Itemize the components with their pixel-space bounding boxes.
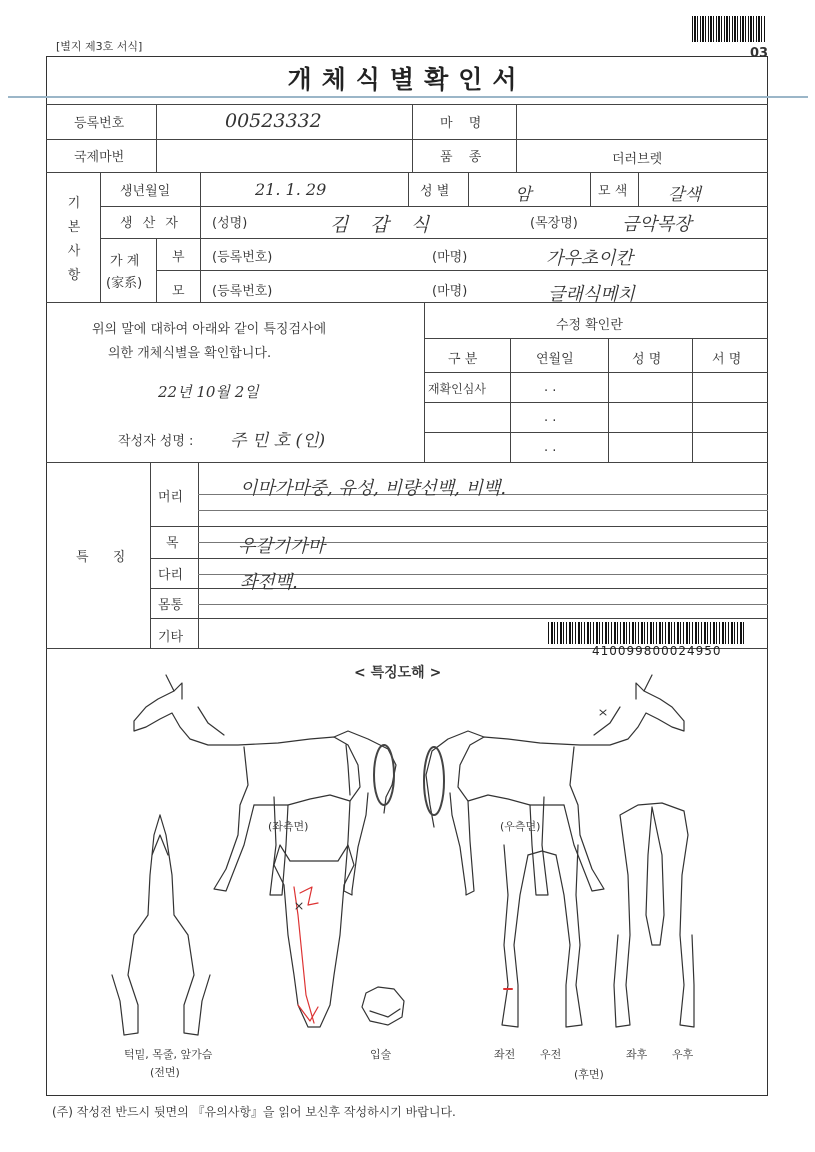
- body-label: 몸통: [158, 598, 184, 613]
- record-barcode: [548, 622, 744, 644]
- head-value: 이마가마중, 유성, 비량선백, 비백.: [240, 478, 507, 499]
- dam-label: 모: [172, 284, 185, 299]
- sire-name-label: (마명): [432, 250, 468, 265]
- front-view-caption: (전면): [150, 1066, 180, 1079]
- farm-value: 금악목장: [622, 214, 692, 235]
- grid-line: [424, 302, 425, 462]
- grid-line: [46, 172, 768, 173]
- writer-value: 주 민 호 (인): [230, 431, 326, 451]
- left-side-caption: (좌측면): [268, 820, 309, 833]
- grid-line: [516, 104, 517, 172]
- grid-line: [156, 238, 157, 302]
- writing-line: [198, 510, 768, 511]
- form-title: 개체식별확인서: [287, 65, 527, 94]
- intl-name-label: 국제마번: [74, 150, 125, 165]
- dob-label: 생년월일: [120, 184, 171, 199]
- grid-line: [692, 338, 693, 462]
- horse-name-label: 마 명: [440, 116, 488, 131]
- right-front-caption: 우전: [540, 1048, 562, 1061]
- grid-line: [46, 302, 768, 303]
- neck-label: 목: [166, 536, 179, 551]
- sire-reg-label: (등록번호): [212, 250, 273, 265]
- left-front-caption: 좌전: [494, 1048, 516, 1061]
- grid-line: [412, 104, 413, 172]
- grid-line: [46, 139, 768, 140]
- sire-label: 부: [172, 250, 185, 265]
- rear-view: [614, 803, 694, 1027]
- grid-line: [424, 338, 768, 339]
- head-front-view: [274, 845, 354, 1027]
- lips-caption: 입술: [370, 1048, 392, 1061]
- grid-line: [590, 172, 591, 206]
- leg-value: 좌전백.: [240, 572, 298, 593]
- writer-label: 작성자 성명 :: [118, 434, 194, 449]
- writing-line: [198, 604, 768, 605]
- date-dots: . .: [544, 410, 557, 425]
- front-legs-view: [502, 845, 582, 1027]
- producer-name-value: 김 갑 식: [330, 214, 438, 236]
- right-side-caption: (우측면): [500, 820, 541, 833]
- lips-view: [362, 987, 404, 1025]
- col-name: 성 명: [632, 352, 662, 367]
- footer-note: (주) 작성전 반드시 뒷면의 『유의사항』을 읽어 보신후 작성하시기 바랍니다.: [52, 1105, 456, 1119]
- features-section-label: 특 징: [76, 550, 136, 565]
- lineage-label: 가 계: [110, 254, 140, 269]
- sire-name-value: 가우초이칸: [546, 248, 633, 269]
- col-type: 구 분: [448, 352, 478, 367]
- rear-view-caption: (후면): [574, 1068, 604, 1081]
- color-value: 갈색: [668, 185, 701, 205]
- confirm-text-1: 위의 말에 대하여 아래와 같이 특징검사에: [92, 322, 327, 337]
- producer-name-label: (성명): [212, 216, 248, 231]
- farm-label: (목장명): [530, 216, 578, 231]
- date-dots: . .: [544, 440, 557, 455]
- reg-no-label: 등록번호: [74, 116, 125, 131]
- grid-line: [150, 618, 768, 619]
- etc-label: 기타: [158, 630, 184, 645]
- grid-line: [46, 104, 768, 105]
- head-label: 머리: [158, 490, 184, 505]
- confirm-text-2: 의한 개체식별을 확인합니다.: [108, 346, 272, 361]
- top-barcode: [692, 16, 766, 42]
- grid-line: [510, 338, 511, 462]
- right-side-horse: [424, 675, 684, 895]
- grid-line: [638, 172, 639, 206]
- breed-value: 더러브렛: [612, 152, 663, 167]
- col-date: 연월일: [536, 352, 574, 367]
- form-number-tag: [별지 제3호 서식]: [56, 40, 143, 53]
- grid-line: [46, 462, 768, 463]
- dob-value: 21. 1. 29: [255, 180, 327, 199]
- revise-title: 수정 확인란: [556, 318, 623, 333]
- grid-line: [198, 462, 199, 648]
- date-dots: . .: [544, 380, 557, 395]
- col-sign: 서 명: [712, 352, 742, 367]
- left-side-horse: [134, 675, 396, 895]
- diagram-title: < 특징도해 >: [354, 665, 442, 681]
- grid-line: [608, 338, 609, 462]
- lineage-hanja: (家系): [106, 276, 143, 291]
- sex-label: 성 별: [420, 184, 450, 199]
- color-label: 모 색: [598, 184, 628, 199]
- barcode-number: 410099800024950: [592, 644, 722, 658]
- grid-line: [424, 372, 768, 373]
- grid-line: [150, 462, 151, 648]
- grid-line: [156, 104, 157, 172]
- grid-line: [200, 172, 201, 302]
- dam-name-value: 글래식메치: [548, 284, 635, 305]
- grid-line: [424, 402, 768, 403]
- row-recheck-label: 재확인심사: [428, 382, 486, 396]
- right-rear-caption: 우후: [672, 1048, 694, 1061]
- grid-line: [150, 526, 768, 527]
- breed-label: 품 종: [440, 150, 488, 165]
- producer-label: 생 산 자: [120, 216, 181, 231]
- confirm-date: 22년 10월 2일: [158, 383, 259, 401]
- dam-reg-label: (등록번호): [212, 284, 273, 299]
- grid-line: [424, 432, 768, 433]
- horse-diagram: [48, 655, 764, 1085]
- leg-label: 다리: [158, 568, 184, 583]
- basic-section-label: 기본사항: [67, 196, 81, 283]
- left-rear-caption: 좌후: [626, 1048, 648, 1061]
- dam-name-label: (마명): [432, 284, 468, 299]
- front-caption: 턱밑, 목줄, 앞가슴: [124, 1048, 213, 1061]
- grid-line: [468, 172, 469, 206]
- sex-value: 암: [515, 185, 532, 205]
- scan-line: [8, 96, 808, 98]
- grid-line: [408, 172, 409, 206]
- grid-line: [150, 558, 768, 559]
- grid-line: [156, 270, 768, 271]
- page-number: 03: [750, 46, 769, 61]
- grid-line: [100, 172, 101, 302]
- front-chest-view: [112, 815, 210, 1035]
- neck-value: 우갈기가마: [238, 536, 325, 557]
- reg-no-value: 00523332: [225, 110, 322, 132]
